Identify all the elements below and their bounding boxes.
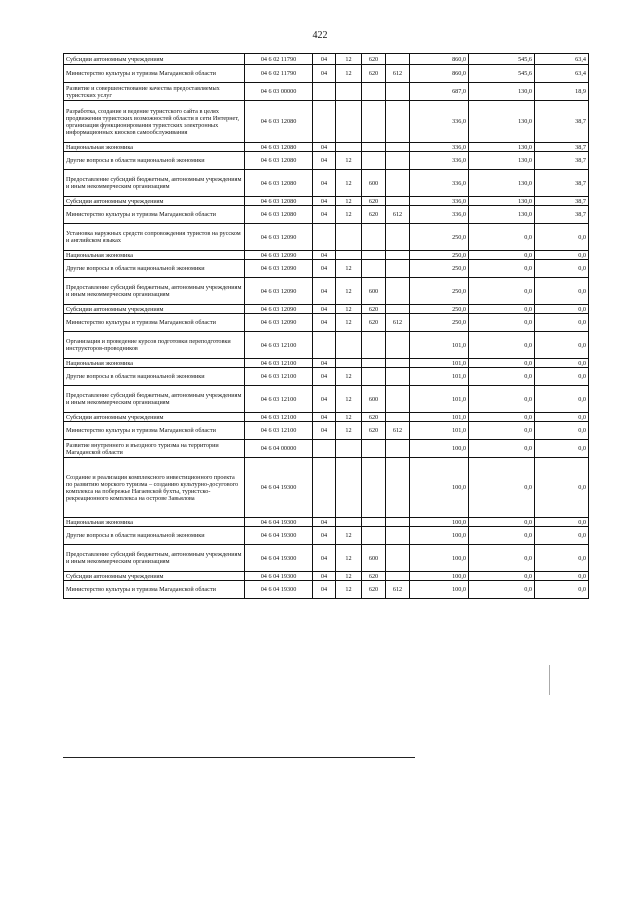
cell-plan: 250,0 [410, 278, 469, 305]
cell-fact: 130,0 [469, 143, 535, 152]
table-row [64, 332, 589, 359]
table-row [64, 224, 589, 251]
cell-expense-type [362, 83, 386, 101]
cell-grbs [386, 386, 410, 413]
table-row [64, 572, 589, 581]
cell-name: Министерство культуры и туризма Магаданской области [64, 422, 245, 440]
table-row [64, 197, 589, 206]
cell-code: 04 6 03 12080 [245, 152, 313, 170]
cell-name: Предоставление субсидий бюджетным, автономным учреждениям и иным некоммерческим организациям [64, 545, 245, 572]
margin-mark [549, 665, 550, 695]
cell-expense-type: 620 [362, 197, 386, 206]
cell-subsection [336, 143, 362, 152]
cell-subsection: 12 [336, 527, 362, 545]
cell-subsection [336, 224, 362, 251]
cell-name: Создание и реализация комплексного инвестиционного проекта по развитию морского туризма – созданию культурно-досугового комплекса на побережье Нагаевской бухты, туристско-рекреационного комплекса на острове Завьялова [64, 458, 245, 518]
cell-plan: 101,0 [410, 332, 469, 359]
cell-expense-type: 620 [362, 65, 386, 83]
table-row [64, 101, 589, 143]
cell-fact: 130,0 [469, 152, 535, 170]
cell-fact: 0,0 [469, 260, 535, 278]
cell-grbs [386, 572, 410, 581]
cell-fact: 130,0 [469, 206, 535, 224]
cell-expense-type: 620 [362, 314, 386, 332]
cell-percent: 0,0 [535, 305, 589, 314]
cell-expense-type: 620 [362, 413, 386, 422]
cell-expense-type: 600 [362, 386, 386, 413]
cell-fact: 0,0 [469, 251, 535, 260]
table-row [64, 422, 589, 440]
cell-expense-type: 620 [362, 54, 386, 65]
cell-expense-type [362, 143, 386, 152]
budget-table-body [64, 54, 589, 599]
cell-fact: 0,0 [469, 458, 535, 518]
cell-code: 04 6 03 12090 [245, 278, 313, 305]
cell-subsection: 12 [336, 413, 362, 422]
cell-name: Другие вопросы в области национальной экономики [64, 527, 245, 545]
cell-percent: 0,0 [535, 224, 589, 251]
cell-percent: 38,7 [535, 206, 589, 224]
cell-code: 04 6 03 12080 [245, 197, 313, 206]
cell-name: Развитие и совершенствование качества предоставляемых туристских услуг [64, 83, 245, 101]
cell-subsection: 12 [336, 260, 362, 278]
cell-name: Предоставление субсидий бюджетным, автономным учреждениям и иным некоммерческим организациям [64, 170, 245, 197]
cell-plan: 101,0 [410, 359, 469, 368]
cell-grbs [386, 368, 410, 386]
cell-fact: 545,6 [469, 54, 535, 65]
table-row [64, 440, 589, 458]
cell-grbs [386, 260, 410, 278]
cell-section: 04 [313, 278, 336, 305]
cell-section: 04 [313, 54, 336, 65]
cell-subsection: 12 [336, 206, 362, 224]
cell-fact: 0,0 [469, 368, 535, 386]
cell-percent: 0,0 [535, 368, 589, 386]
cell-percent: 18,9 [535, 83, 589, 101]
cell-section: 04 [313, 422, 336, 440]
cell-expense-type [362, 527, 386, 545]
cell-percent: 0,0 [535, 527, 589, 545]
cell-grbs [386, 101, 410, 143]
cell-expense-type [362, 260, 386, 278]
cell-name: Предоставление субсидий бюджетным, автономным учреждениям и иным некоммерческим организациям [64, 278, 245, 305]
cell-fact: 0,0 [469, 545, 535, 572]
cell-name: Другие вопросы в области национальной экономики [64, 368, 245, 386]
cell-grbs [386, 440, 410, 458]
cell-fact: 130,0 [469, 83, 535, 101]
cell-percent: 0,0 [535, 422, 589, 440]
cell-percent: 0,0 [535, 545, 589, 572]
cell-code: 04 6 04 19300 [245, 545, 313, 572]
table-row [64, 143, 589, 152]
cell-code: 04 6 03 12100 [245, 413, 313, 422]
cell-subsection: 12 [336, 545, 362, 572]
cell-code: 04 6 03 12080 [245, 170, 313, 197]
cell-expense-type [362, 332, 386, 359]
cell-plan: 336,0 [410, 152, 469, 170]
cell-name: Субсидии автономным учреждениям [64, 413, 245, 422]
cell-code: 04 6 03 12090 [245, 224, 313, 251]
table-row [64, 251, 589, 260]
cell-expense-type [362, 359, 386, 368]
cell-name: Предоставление субсидий бюджетным, автономным учреждениям и иным некоммерческим организациям [64, 386, 245, 413]
cell-section: 04 [313, 197, 336, 206]
cell-plan: 100,0 [410, 545, 469, 572]
cell-subsection: 12 [336, 368, 362, 386]
cell-subsection: 12 [336, 54, 362, 65]
cell-grbs [386, 278, 410, 305]
cell-plan: 860,0 [410, 65, 469, 83]
cell-code: 04 6 02 11790 [245, 54, 313, 65]
cell-grbs: 612 [386, 422, 410, 440]
cell-percent: 0,0 [535, 413, 589, 422]
cell-fact: 0,0 [469, 422, 535, 440]
cell-name: Национальная экономика [64, 251, 245, 260]
table-row [64, 545, 589, 572]
cell-grbs [386, 458, 410, 518]
table-row [64, 206, 589, 224]
cell-fact: 545,6 [469, 65, 535, 83]
cell-expense-type: 600 [362, 545, 386, 572]
cell-name: Министерство культуры и туризма Магаданской области [64, 581, 245, 599]
cell-section [313, 224, 336, 251]
cell-code: 04 6 03 12100 [245, 332, 313, 359]
cell-grbs [386, 332, 410, 359]
cell-section: 04 [313, 305, 336, 314]
cell-percent: 0,0 [535, 572, 589, 581]
table-row [64, 314, 589, 332]
footer-rule [63, 757, 415, 758]
table-row [64, 458, 589, 518]
cell-expense-type [362, 458, 386, 518]
cell-grbs [386, 54, 410, 65]
cell-percent: 0,0 [535, 260, 589, 278]
cell-name: Субсидии автономным учреждениям [64, 572, 245, 581]
table-row [64, 305, 589, 314]
cell-expense-type: 620 [362, 305, 386, 314]
cell-section: 04 [313, 545, 336, 572]
cell-plan: 100,0 [410, 527, 469, 545]
table-row [64, 260, 589, 278]
cell-subsection [336, 101, 362, 143]
cell-percent: 0,0 [535, 314, 589, 332]
cell-plan: 336,0 [410, 170, 469, 197]
cell-grbs [386, 251, 410, 260]
cell-fact: 0,0 [469, 413, 535, 422]
cell-percent: 63,4 [535, 54, 589, 65]
cell-name: Развитие внутреннего и въездного туризма на территории Магаданской области [64, 440, 245, 458]
cell-plan: 336,0 [410, 197, 469, 206]
cell-section: 04 [313, 260, 336, 278]
table-row [64, 278, 589, 305]
cell-expense-type [362, 440, 386, 458]
cell-fact: 0,0 [469, 386, 535, 413]
cell-plan: 101,0 [410, 386, 469, 413]
cell-code: 04 6 04 19300 [245, 527, 313, 545]
cell-name: Разработка, создание и ведение туристского сайта в целях продвижения туристских возможностей области в сети Интернет, организация функционирования туристских электронных информационных киосков самообслуживания [64, 101, 245, 143]
cell-grbs [386, 197, 410, 206]
cell-subsection: 12 [336, 152, 362, 170]
cell-section: 04 [313, 143, 336, 152]
cell-code: 04 6 04 19300 [245, 581, 313, 599]
cell-fact: 0,0 [469, 278, 535, 305]
cell-subsection: 12 [336, 581, 362, 599]
cell-section: 04 [313, 518, 336, 527]
cell-grbs [386, 359, 410, 368]
cell-plan: 101,0 [410, 413, 469, 422]
cell-section: 04 [313, 314, 336, 332]
cell-expense-type: 620 [362, 581, 386, 599]
cell-code: 04 6 03 12080 [245, 206, 313, 224]
table-row [64, 518, 589, 527]
cell-code: 04 6 03 12090 [245, 305, 313, 314]
table-row [64, 368, 589, 386]
cell-name: Министерство культуры и туризма Магаданской области [64, 206, 245, 224]
cell-plan: 860,0 [410, 54, 469, 65]
cell-expense-type [362, 368, 386, 386]
cell-fact: 0,0 [469, 305, 535, 314]
cell-grbs [386, 143, 410, 152]
cell-code: 04 6 03 12100 [245, 386, 313, 413]
cell-plan: 101,0 [410, 368, 469, 386]
cell-grbs [386, 527, 410, 545]
cell-percent: 0,0 [535, 458, 589, 518]
table-row [64, 152, 589, 170]
cell-subsection: 12 [336, 572, 362, 581]
cell-code: 04 6 04 19300 [245, 572, 313, 581]
cell-percent: 0,0 [535, 386, 589, 413]
table-row [64, 83, 589, 101]
cell-section [313, 440, 336, 458]
cell-code: 04 6 04 00000 [245, 440, 313, 458]
cell-plan: 100,0 [410, 440, 469, 458]
cell-name: Национальная экономика [64, 143, 245, 152]
cell-subsection [336, 359, 362, 368]
cell-plan: 100,0 [410, 581, 469, 599]
cell-subsection: 12 [336, 386, 362, 413]
cell-plan: 101,0 [410, 422, 469, 440]
cell-subsection [336, 332, 362, 359]
cell-expense-type: 600 [362, 170, 386, 197]
table-row [64, 413, 589, 422]
page-number: 422 [312, 30, 328, 41]
cell-grbs [386, 518, 410, 527]
cell-fact: 0,0 [469, 440, 535, 458]
table-row [64, 527, 589, 545]
cell-name: Национальная экономика [64, 359, 245, 368]
cell-grbs: 612 [386, 206, 410, 224]
table-row [64, 359, 589, 368]
cell-expense-type: 600 [362, 278, 386, 305]
cell-percent: 0,0 [535, 440, 589, 458]
cell-plan: 336,0 [410, 143, 469, 152]
cell-grbs [386, 224, 410, 251]
cell-section [313, 458, 336, 518]
cell-code: 04 6 03 00000 [245, 83, 313, 101]
cell-percent: 0,0 [535, 359, 589, 368]
table-row [64, 581, 589, 599]
cell-subsection [336, 440, 362, 458]
cell-subsection [336, 458, 362, 518]
cell-name: Организация и проведение курсов подготовки переподготовки инструкторов-проводников [64, 332, 245, 359]
cell-percent: 63,4 [535, 65, 589, 83]
cell-grbs [386, 545, 410, 572]
cell-percent: 0,0 [535, 581, 589, 599]
cell-subsection: 12 [336, 422, 362, 440]
cell-code: 04 6 03 12090 [245, 251, 313, 260]
cell-section: 04 [313, 152, 336, 170]
cell-fact: 130,0 [469, 197, 535, 206]
cell-fact: 130,0 [469, 101, 535, 143]
cell-code: 04 6 03 12100 [245, 422, 313, 440]
cell-subsection [336, 518, 362, 527]
cell-fact: 130,0 [469, 170, 535, 197]
cell-grbs [386, 170, 410, 197]
cell-plan: 100,0 [410, 518, 469, 527]
table-row [64, 54, 589, 65]
cell-subsection: 12 [336, 65, 362, 83]
cell-section: 04 [313, 581, 336, 599]
cell-subsection [336, 83, 362, 101]
cell-plan: 100,0 [410, 458, 469, 518]
cell-subsection: 12 [336, 305, 362, 314]
cell-grbs: 612 [386, 581, 410, 599]
cell-plan: 250,0 [410, 260, 469, 278]
cell-fact: 0,0 [469, 581, 535, 599]
cell-section: 04 [313, 65, 336, 83]
cell-name: Министерство культуры и туризма Магаданской области [64, 314, 245, 332]
cell-code: 04 6 03 12100 [245, 368, 313, 386]
cell-grbs [386, 305, 410, 314]
cell-grbs: 612 [386, 314, 410, 332]
table-row [64, 65, 589, 83]
cell-section: 04 [313, 527, 336, 545]
cell-expense-type: 620 [362, 572, 386, 581]
cell-code: 04 6 03 12090 [245, 260, 313, 278]
cell-fact: 0,0 [469, 518, 535, 527]
cell-name: Установка наружных средств сопровождения туристов на русском и английском языках [64, 224, 245, 251]
cell-section: 04 [313, 413, 336, 422]
cell-subsection: 12 [336, 314, 362, 332]
cell-fact: 0,0 [469, 527, 535, 545]
cell-subsection: 12 [336, 278, 362, 305]
cell-plan: 100,0 [410, 572, 469, 581]
cell-code: 04 6 03 12090 [245, 314, 313, 332]
cell-section: 04 [313, 368, 336, 386]
cell-code: 04 6 03 12080 [245, 143, 313, 152]
cell-name: Субсидии автономным учреждениям [64, 197, 245, 206]
cell-grbs [386, 152, 410, 170]
cell-plan: 336,0 [410, 101, 469, 143]
cell-section [313, 332, 336, 359]
cell-plan: 250,0 [410, 224, 469, 251]
cell-plan: 336,0 [410, 206, 469, 224]
cell-code: 04 6 03 12100 [245, 359, 313, 368]
cell-percent: 38,7 [535, 101, 589, 143]
cell-percent: 0,0 [535, 332, 589, 359]
cell-subsection: 12 [336, 170, 362, 197]
cell-percent: 0,0 [535, 518, 589, 527]
cell-percent: 38,7 [535, 152, 589, 170]
cell-code: 04 6 04 19300 [245, 458, 313, 518]
cell-name: Субсидии автономным учреждениям [64, 54, 245, 65]
cell-percent: 0,0 [535, 278, 589, 305]
cell-expense-type [362, 152, 386, 170]
cell-plan: 250,0 [410, 314, 469, 332]
cell-expense-type: 620 [362, 422, 386, 440]
cell-fact: 0,0 [469, 314, 535, 332]
cell-name: Другие вопросы в области национальной экономики [64, 152, 245, 170]
budget-table [63, 53, 589, 599]
cell-percent: 38,7 [535, 143, 589, 152]
cell-subsection [336, 251, 362, 260]
cell-grbs [386, 413, 410, 422]
cell-fact: 0,0 [469, 332, 535, 359]
cell-name: Министерство культуры и туризма Магаданской области [64, 65, 245, 83]
cell-fact: 0,0 [469, 359, 535, 368]
cell-percent: 38,7 [535, 197, 589, 206]
cell-grbs [386, 83, 410, 101]
cell-expense-type [362, 251, 386, 260]
cell-expense-type [362, 518, 386, 527]
cell-expense-type: 620 [362, 206, 386, 224]
cell-plan: 250,0 [410, 305, 469, 314]
cell-name: Национальная экономика [64, 518, 245, 527]
cell-grbs: 612 [386, 65, 410, 83]
cell-subsection: 12 [336, 197, 362, 206]
cell-name: Другие вопросы в области национальной экономики [64, 260, 245, 278]
table-row [64, 170, 589, 197]
cell-section: 04 [313, 359, 336, 368]
cell-section [313, 101, 336, 143]
cell-section [313, 83, 336, 101]
cell-code: 04 6 02 11790 [245, 65, 313, 83]
cell-percent: 0,0 [535, 251, 589, 260]
cell-name: Субсидии автономным учреждениям [64, 305, 245, 314]
cell-section: 04 [313, 572, 336, 581]
cell-code: 04 6 03 12080 [245, 101, 313, 143]
cell-code: 04 6 04 19300 [245, 518, 313, 527]
table-row [64, 386, 589, 413]
cell-section: 04 [313, 251, 336, 260]
cell-expense-type [362, 101, 386, 143]
cell-fact: 0,0 [469, 572, 535, 581]
cell-plan: 687,0 [410, 83, 469, 101]
cell-section: 04 [313, 170, 336, 197]
cell-section: 04 [313, 386, 336, 413]
cell-plan: 250,0 [410, 251, 469, 260]
cell-fact: 0,0 [469, 224, 535, 251]
cell-expense-type [362, 224, 386, 251]
cell-percent: 38,7 [535, 170, 589, 197]
cell-section: 04 [313, 206, 336, 224]
